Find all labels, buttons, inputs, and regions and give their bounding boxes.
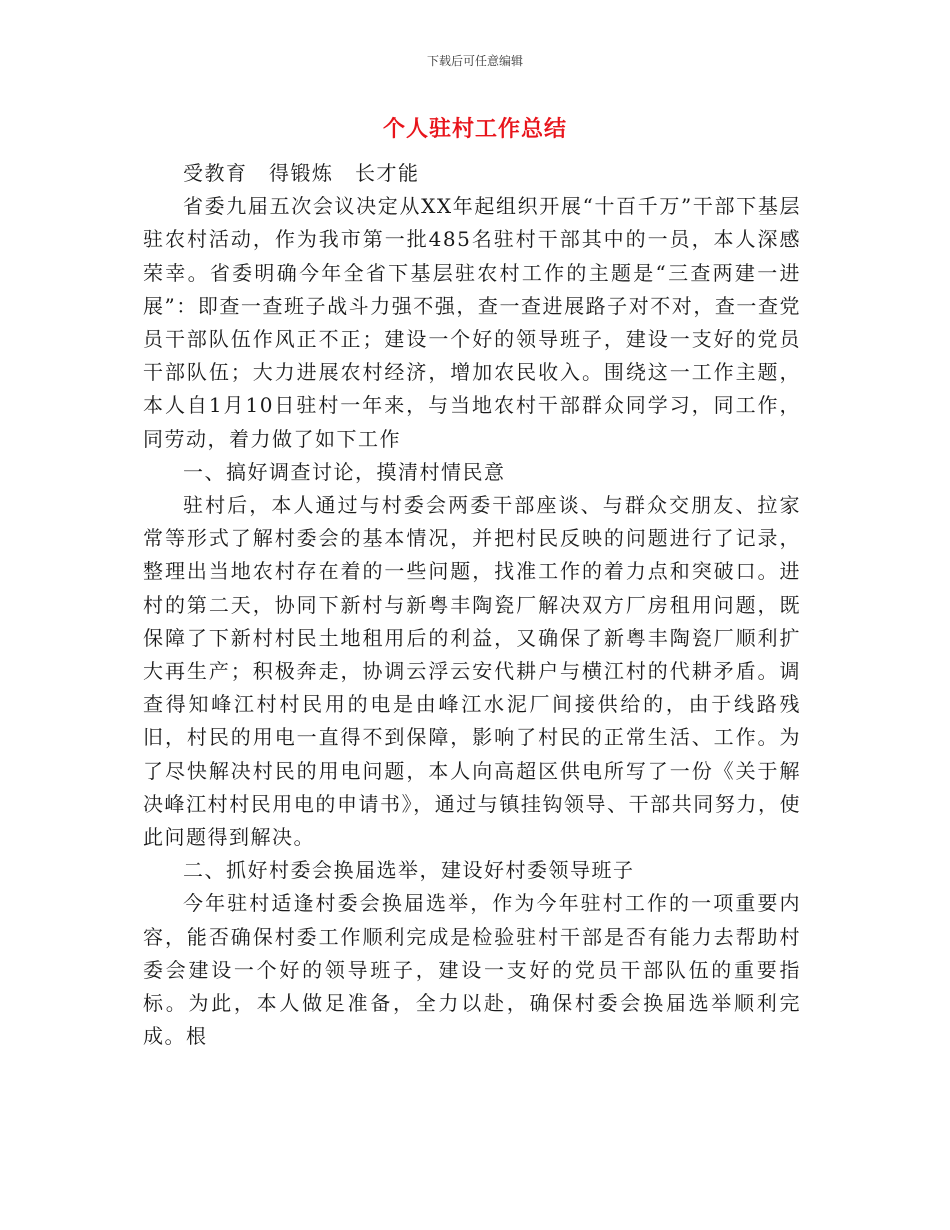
header-note: 下载后可任意编辑 <box>426 54 523 68</box>
paragraph-subtitle: 受教育 得锻炼 长才能 <box>183 161 420 185</box>
section-heading-2: 二、抓好村委会换届选举，建设好村委领导班子 <box>183 858 635 883</box>
section-heading-1: 一、搞好调查讨论，摸清村情民意 <box>183 459 506 484</box>
document-body <box>143 157 801 1053</box>
paragraph-section-1: 驻村后，本人通过与村委会两委干部座谈、与群众交朋友、拉家常等形式了解村委会的基本情况，并把村民反映的问题进行了记录，整理出当地农村存在着的一些问题，找准工作的着力点和突破口。进村的第二天，协同下新村与新粤丰陶瓷厂解决双方厂房租用问题，既保障了下新村村民土地租用后的利益，又确保了新粤丰陶瓷厂顺利扩大再生产；积极奔走，协调云浮云安代耕户与横江村的代耕矛盾。调查得知峰江村村民用的电是由峰江水泥厂间接供给的，由于线路残旧，村民的用电一直得不到保障，影响了村民的正常生活、工作。为了尽快解决村民的用电问题，本人向高超区供电所写了一份《关于解决峰江村村民用电的申请书》，通过与镇挂钩领导、干部共同努力，使此问题得到解决。 <box>143 493 801 850</box>
document-title: 个人驻村工作总结 <box>382 117 567 142</box>
paragraph-section-2: 今年驻村适逢村委会换届选举，作为今年驻村工作的一项重要内容，能否确保村委工作顺利完成是检验驻村干部是否有能力去帮助村委会建设一个好的领导班子，建设一支好的党员干部队伍的重要指标。为此，本人做足准备，全力以赴，确保村委会换届选举顺利完成。根 <box>143 891 801 1049</box>
paragraph-intro: 省委九届五次会议决定从XX年起组织开展“十百千万”干部下基层驻农村活动，作为我市第一批485名驻村干部其中的一员，本人深感荣幸。省委明确今年全省下基层驻农村工作的主题是“三查两建一进展”：即查一查班子战斗力强不强，查一查进展路子对不对，查一查党员干部队伍作风正不正；建设一个好的领导班子，建设一支好的党员干部队伍；大力进展农村经济，增加农民收入。围绕这一工作主题，本人自1月10日驻村一年来，与当地农村干部群众同学习，同工作，同劳动，着力做了如下工作 <box>143 194 801 451</box>
